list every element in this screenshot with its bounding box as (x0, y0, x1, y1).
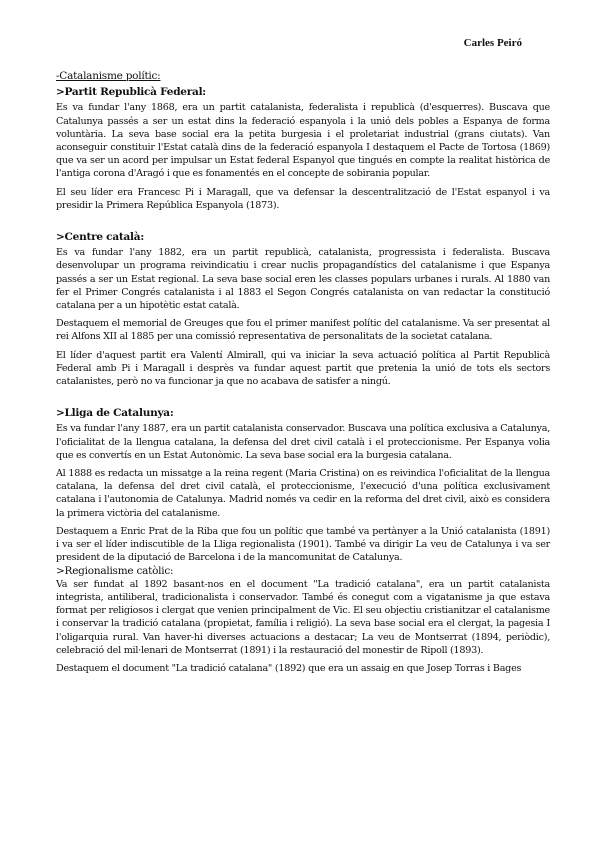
paragraph: El seu líder era Francesc Pi i Maragall, que va defensar la descentralització de l'Estat espanyol i va presidir la Primera República Espanyola (1873). (56, 186, 550, 211)
section-partit-republica-federal (56, 86, 550, 212)
section-centre-catala (56, 231, 550, 388)
paragraph: Al 1888 es redacta un missatge a la reina regent (Maria Cristina) on es reivindica l'oficialitat de la llengua catalana, la defensa del dret civil català, el proteccionisme, l'execució d'una política exclusivament catalana i l'autonomia de Catalunya. Madrid només va cedir en la reforma del dret civil, això es considera la primera victòria del catalanisme. (56, 468, 550, 519)
paragraph: El líder d'aquest partit era Valentí Almirall, qui va iniciar la seva actuació política al Partit Republicà Federal amb Pi i Maragall i desprès va fundar aquest partit que pretenia la unió de tots els sectors catalanistes, però no va funcionar ja que no acabava de satisfer a ningú. (56, 349, 550, 388)
section-heading: >Regionalisme catòlic: (56, 564, 174, 577)
author-name: Carles Peiró (463, 37, 522, 49)
paragraph: Destaquem el document "La tradició catalana" (1892) que era un assaig en que Josep Torras i Bages (56, 662, 522, 674)
section-heading: >Partit Republicà Federal: (56, 86, 206, 99)
paragraph: Destaquem a Enric Prat de la Riba que fou un polític que també va pertànyer a la Unió catalanista (1891) i va ser el líder indiscutible de la Lliga regionalista (1901). També va dirigir La veu de Catalunya i va ser president de la diputació de Barcelona i de la mancomunitat de Catalunya. (56, 525, 550, 564)
section-regionalisme-catolic (56, 565, 550, 676)
paragraph: Va ser fundat al 1892 basant-nos en el document "La tradició catalana", era un partit catalanista integrista, antiliberal, tradicionalista i conservador. També és conegut com a vigatanisme ja que estava format per religiosos i clergat que venien principalment de Vic. El seu objectiu cristianitzar el catalanisme i conservar la tradició catalana (propietat, família i religió). La seva base social era el clergat, la pagesia I l'oligarquia rural. Van haver-hi diverses actuacions a destacar; La veu de Montserrat (1894, periòdic), celebració del mil·lenari de Montserrat (1891) i la restauració del monestir de Ripoll (1893). (56, 578, 550, 656)
paragraph: Destaquem el memorial de Greuges que fou el primer manifest polític del catalanisme. Va ser presentat al rei Alfons XII al 1885 per una comissió representativa de personalitats de la societat catalana. (56, 318, 550, 343)
section-heading: >Lliga de Catalunya: (56, 407, 174, 420)
section-heading: >Centre català: (56, 231, 144, 244)
paragraph: Es va fundar l'any 1868, era un partit catalanista, federalista i republicà (d'esquerres). Buscava que Catalunya passés a ser un estat dins la federació espanyola i la unió dels pobles a Espanya de forma voluntària. La seva base social era la petita burgesia i el proletariat industrial (grans ciutats). Van aconseguir constituir l'Estat català dins de la federació espanyola I destaquem el Pacte de Tortosa (1869) que va ser un acord per impulsar un Estat federal Espanyol que tingués en compte la realitat històrica de l'antiga corona d'Aragó i que es fonamentés en el concepte de sobirania popular. (56, 102, 550, 180)
document-body (56, 70, 550, 680)
spacer (56, 393, 550, 407)
paragraph: Es va fundar l'any 1882, era un partit republicà, catalanista, progressista i federalista. Buscava desenvolupar un programa reivindicatiu i crear nuclis propagandístics del catalanisme i que Espanya passés a ser un Estat regional. La seva base social eren les classes populars urbanes i rurals. Al 1880 van fer el Primer Congrés catalanista i al 1883 el Segon Congrés catalanista on van redactar la constitució catalana per a un hipotètic estat català. (56, 247, 550, 312)
paragraph: Es va fundar l'any 1887, era un partit catalanista conservador. Buscava una política exclusiva a Catalunya, l'oficialitat de la llengua catalana, la defensa del dret civil català i el proteccionisme. Per Espanya volia que es convertís en un Estat Autonòmic. La seva base social era la burgesia catalana. (56, 423, 550, 461)
section-title: -Catalanisme polític: (56, 70, 161, 82)
section-lliga-de-catalunya (56, 407, 550, 564)
spacer (56, 217, 550, 231)
